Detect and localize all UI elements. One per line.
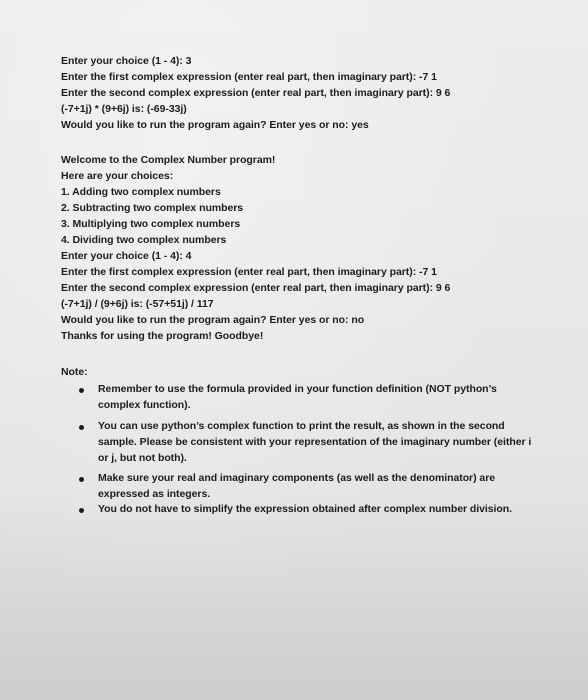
session1-first-expression: Enter the first complex expression (enter real part, then imaginary part): -7 1 — [61, 71, 437, 83]
session2-first-expression: Enter the first complex expression (enter real part, then imaginary part): -7 1 — [61, 266, 437, 278]
note-3-line-1: Make sure your real and imaginary components (as well as the denominator) are — [98, 472, 496, 484]
bullet-icon — [79, 388, 84, 393]
note-2-line-1: You can use python’s complex function to print the result, as shown in the second — [98, 420, 505, 432]
menu-option-multiply: 3. Multiplying two complex numbers — [61, 218, 241, 230]
session2-run-again: Would you like to run the program again? Enter yes or no: no — [61, 314, 365, 326]
note-3-line-2: expressed as integers. — [98, 488, 211, 500]
session1-second-expression: Enter the second complex expression (enter real part, then imaginary part): 9 6 — [61, 87, 451, 99]
note-1-line-1: Remember to use the formula provided in your function definition (NOT python’s — [98, 383, 497, 395]
session1-choice: Enter your choice (1 - 4): 3 — [61, 55, 192, 67]
bullet-icon — [79, 508, 84, 513]
menu-option-subtract: 2. Subtracting two complex numbers — [61, 202, 244, 214]
goodbye-message: Thanks for using the program! Goodbye! — [61, 330, 264, 342]
bullet-icon — [79, 425, 84, 430]
session1-result: (-7+1j) * (9+6j) is: (-69-33j) — [61, 103, 187, 115]
session2-second-expression: Enter the second complex expression (enter real part, then imaginary part): 9 6 — [61, 282, 451, 294]
choices-heading: Here are your choices: — [61, 170, 174, 182]
session2-choice: Enter your choice (1 - 4): 4 — [61, 250, 192, 262]
note-2-line-2: sample. Please be consistent with your representation of the imaginary number (either i — [98, 436, 532, 448]
menu-option-divide: 4. Dividing two complex numbers — [61, 234, 227, 246]
menu-option-add: 1. Adding two complex numbers — [61, 186, 221, 198]
welcome-message: Welcome to the Complex Number program! — [61, 154, 276, 166]
bullet-icon — [79, 477, 84, 482]
session1-run-again: Would you like to run the program again? Enter yes or no: yes — [61, 119, 369, 131]
session2-result: (-7+1j) / (9+6j) is: (-57+51j) / 117 — [61, 298, 214, 310]
note-4-line-1: You do not have to simplify the expression obtained after complex number division. — [98, 503, 513, 515]
note-1-line-2: complex function). — [98, 399, 191, 411]
note-2-line-3: or j, but not both). — [98, 452, 187, 464]
note-heading: Note: — [61, 366, 88, 378]
